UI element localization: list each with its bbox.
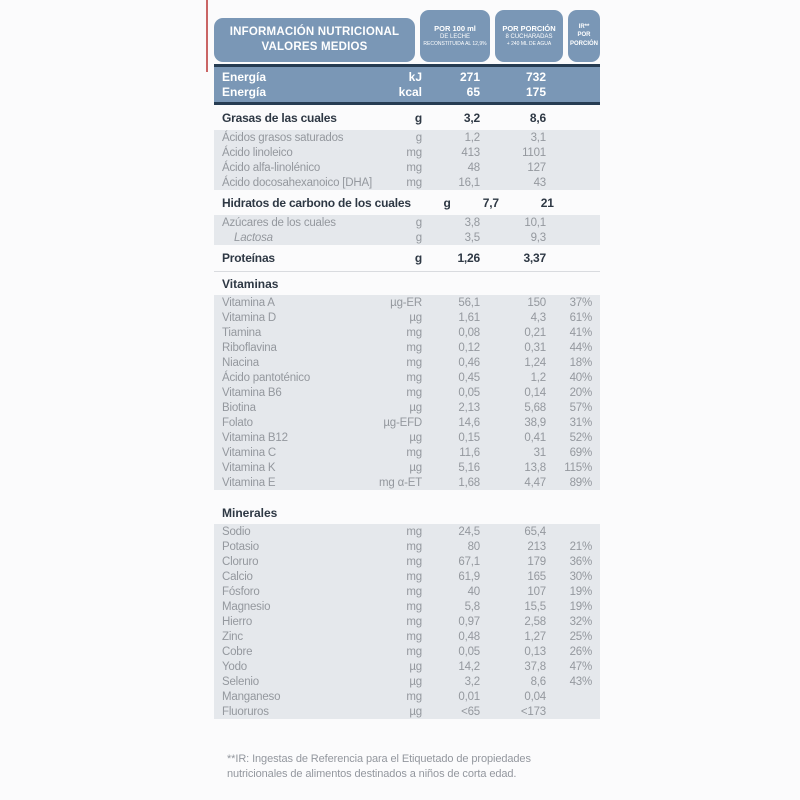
ir-percent-cell: 18% xyxy=(569,356,592,369)
nutrient-name: Yodo xyxy=(222,660,248,673)
per-portion-cell: 4,47 xyxy=(524,476,546,489)
per-100ml-cell: 0,01 xyxy=(458,690,480,703)
per-portion-cell: 4,3 xyxy=(530,311,546,324)
nutrient-name: Ácido pantoténico xyxy=(222,371,311,384)
nutrient-name: Energía xyxy=(222,69,267,84)
table-row xyxy=(214,599,600,614)
table-row xyxy=(214,175,600,190)
table-row xyxy=(214,160,600,175)
per-portion-cell: 179 xyxy=(527,555,546,568)
nutrient-name: Proteínas xyxy=(222,250,275,265)
nutrition-table xyxy=(214,10,600,719)
header-per-100ml-box xyxy=(420,10,490,62)
per-100ml-line3: RECONSTITUIDA AL 12,9% xyxy=(423,41,487,48)
unit-cell: mg xyxy=(406,600,422,613)
table-row xyxy=(214,554,600,569)
per-100ml-cell: 0,05 xyxy=(458,386,480,399)
ir-percent-cell: 44% xyxy=(569,341,592,354)
table-row xyxy=(214,400,600,415)
nutrient-name: Potasio xyxy=(222,540,259,553)
unit-cell: mg xyxy=(406,570,422,583)
ir-percent-cell: 19% xyxy=(569,585,592,598)
unit-cell: mg xyxy=(406,555,422,568)
per-portion-cell: 3,1 xyxy=(530,131,546,144)
per-portion-cell: 31 xyxy=(533,446,546,459)
table-row xyxy=(214,614,600,629)
nutrient-name: Ácidos grasos saturados xyxy=(222,131,344,144)
unit-cell: mg xyxy=(406,386,422,399)
nutrient-name: Zinc xyxy=(222,630,243,643)
footnote xyxy=(227,752,597,783)
table-row xyxy=(214,385,600,400)
unit-cell: mg xyxy=(406,161,422,174)
nutrient-name: Vitamina C xyxy=(222,446,277,459)
unit-cell: µg xyxy=(409,431,422,444)
per-portion-cell: 10,1 xyxy=(524,216,546,229)
unit-cell: g xyxy=(415,131,422,144)
ir-percent-cell: 69% xyxy=(569,446,592,459)
nutrient-name: Vitamina D xyxy=(222,311,277,324)
nutrient-name: Fósforo xyxy=(222,585,260,598)
nutrient-name: Energía xyxy=(222,84,267,99)
unit-cell: µg-EFD xyxy=(383,416,422,429)
unit-cell: mg xyxy=(406,371,422,384)
per-100ml-cell: 61,9 xyxy=(458,570,480,583)
per-100ml-cell: 0,12 xyxy=(458,341,480,354)
per-100ml-cell: 56,1 xyxy=(458,296,480,309)
ir-percent-cell: 26% xyxy=(569,645,592,658)
ir-percent-cell: 37% xyxy=(569,296,592,309)
per-100ml-cell: 3,2 xyxy=(463,110,480,125)
per-100ml-cell: 48 xyxy=(467,161,480,174)
nutrient-name: Niacina xyxy=(222,356,259,369)
per-portion-line3: + 240 ML DE AGUA xyxy=(506,41,552,48)
table-row xyxy=(214,370,600,385)
per-portion-cell: 0,04 xyxy=(524,690,546,703)
table-row xyxy=(214,415,600,430)
ir-percent-cell: 89% xyxy=(569,476,592,489)
nutrient-name: Vitamina E xyxy=(222,476,276,489)
table-row xyxy=(214,460,600,475)
ir-percent-cell: 57% xyxy=(569,401,592,414)
nutrient-name: Calcio xyxy=(222,570,253,583)
unit-cell: µg xyxy=(409,311,422,324)
table-body xyxy=(214,105,600,719)
table-row xyxy=(214,145,600,160)
per-portion-cell: 0,41 xyxy=(524,431,546,444)
nutrient-name: Vitamina K xyxy=(222,461,276,474)
nutrient-name: Lactosa xyxy=(234,231,273,244)
unit-cell: g xyxy=(415,216,422,229)
per-portion-cell: 1,24 xyxy=(524,356,546,369)
per-100ml-cell: 0,48 xyxy=(458,630,480,643)
per-portion-cell: 0,21 xyxy=(524,326,546,339)
table-row xyxy=(214,674,600,689)
per-portion-cell: <173 xyxy=(520,705,546,718)
per-100ml-cell: 3,5 xyxy=(464,231,480,244)
table-row xyxy=(214,69,600,84)
per-portion-cell: 5,68 xyxy=(524,401,546,414)
nutrient-name: Fluoruros xyxy=(222,705,269,718)
per-100ml-cell: 0,05 xyxy=(458,645,480,658)
table-row xyxy=(214,475,600,490)
table-row xyxy=(214,105,600,130)
unit-cell: g xyxy=(414,110,422,125)
per-portion-cell: 8,6 xyxy=(530,675,546,688)
table-row xyxy=(214,704,600,719)
nutrient-name: Vitamina A xyxy=(222,296,275,309)
per-portion-cell: 107 xyxy=(527,585,546,598)
per-portion-line1: POR PORCIÓN xyxy=(502,23,556,33)
nutrient-name: Hidratos de carbono de los cuales xyxy=(222,195,411,210)
section-spacer xyxy=(214,490,600,502)
nutrient-name: Magnesio xyxy=(222,600,271,613)
nutrient-name: Hierro xyxy=(222,615,253,628)
per-100ml-cell: 5,8 xyxy=(464,600,480,613)
per-100ml-cell: 3,8 xyxy=(464,216,480,229)
table-row xyxy=(214,584,600,599)
per-portion-cell: 0,31 xyxy=(524,341,546,354)
per-portion-cell: 0,14 xyxy=(524,386,546,399)
nutrient-name: Grasas de las cuales xyxy=(222,110,337,125)
unit-cell: mg xyxy=(406,615,422,628)
ir-percent-cell: 115% xyxy=(564,461,592,474)
table-row xyxy=(214,445,600,460)
ir-percent-cell: 43% xyxy=(569,675,592,688)
unit-cell: mg xyxy=(406,446,422,459)
ir-percent-cell: 21% xyxy=(569,540,592,553)
per-100ml-cell: 40 xyxy=(467,585,480,598)
nutrient-name: Cloruro xyxy=(222,555,259,568)
nutrient-name: Ácido linoleico xyxy=(222,146,293,159)
per-100ml-cell: 3,2 xyxy=(464,675,480,688)
ir-percent-cell: 25% xyxy=(569,630,592,643)
unit-cell: mg α-ET xyxy=(379,476,422,489)
ir-percent-cell: 19% xyxy=(569,600,592,613)
table-row xyxy=(214,130,600,145)
per-portion-cell: 9,3 xyxy=(530,231,546,244)
header-title-line2: VALORES MEDIOS xyxy=(261,41,368,53)
per-portion-cell: 175 xyxy=(525,84,546,99)
per-100ml-line2: DE LECHE xyxy=(439,33,470,40)
ir-percent-cell: 20% xyxy=(569,386,592,399)
header-title-line1: INFORMACIÓN NUTRICIONAL xyxy=(229,26,400,39)
per-100ml-cell: 1,2 xyxy=(464,131,480,144)
table-row xyxy=(214,355,600,370)
per-100ml-cell: 5,16 xyxy=(458,461,480,474)
ir-percent-cell: 40% xyxy=(569,371,592,384)
unit-cell: mg xyxy=(406,326,422,339)
per-100ml-cell: 16,1 xyxy=(458,176,480,189)
table-row xyxy=(214,539,600,554)
per-100ml-cell: 1,68 xyxy=(458,476,480,489)
table-row xyxy=(214,325,600,340)
nutrient-name: Folato xyxy=(222,416,253,429)
per-portion-cell: 37,8 xyxy=(524,660,546,673)
table-row xyxy=(214,215,600,230)
per-portion-cell: 3,37 xyxy=(523,250,546,265)
per-100ml-cell: 67,1 xyxy=(458,555,480,568)
per-100ml-cell: 2,13 xyxy=(458,401,480,414)
per-100ml-cell: 0,08 xyxy=(458,326,480,339)
unit-cell: µg xyxy=(409,675,422,688)
per-100ml-cell: 0,45 xyxy=(458,371,480,384)
footnote-line1: **IR: Ingestas de Referencia para el Etiquetado de propiedades xyxy=(227,753,531,765)
unit-cell: mg xyxy=(406,525,422,538)
packaging-edge-line xyxy=(206,0,208,72)
table-row xyxy=(214,569,600,584)
unit-cell: µg xyxy=(409,401,422,414)
nutrient-name: Sodio xyxy=(222,525,251,538)
per-portion-cell: 165 xyxy=(527,570,546,583)
nutrient-name: Ácido docosahexanoico [DHA] xyxy=(222,176,372,189)
section-heading-row xyxy=(214,502,600,524)
per-portion-cell: 43 xyxy=(533,176,546,189)
nutrient-name: Cobre xyxy=(222,645,253,658)
unit-cell: mg xyxy=(406,630,422,643)
ir-percent-cell: 32% xyxy=(569,615,592,628)
header-ir-box xyxy=(568,10,600,62)
unit-cell: mg xyxy=(406,341,422,354)
nutrient-name: Vitamina B12 xyxy=(222,431,288,444)
unit-cell: µg xyxy=(409,705,422,718)
per-portion-cell: 65,4 xyxy=(524,525,546,538)
unit-cell: kJ xyxy=(408,69,422,84)
energy-band xyxy=(214,67,600,102)
table-row xyxy=(214,689,600,704)
unit-cell: mg xyxy=(406,146,422,159)
nutrient-name: Ácido alfa-linolénico xyxy=(222,161,321,174)
per-100ml-cell: 24,5 xyxy=(458,525,480,538)
per-100ml-cell: 0,15 xyxy=(458,431,480,444)
unit-cell: mg xyxy=(406,176,422,189)
per-100ml-cell: 271 xyxy=(459,69,480,84)
table-row xyxy=(214,295,600,310)
unit-cell: g xyxy=(414,250,422,265)
ir-line3: PORCIÓN xyxy=(570,40,599,47)
unit-cell: g xyxy=(415,231,422,244)
unit-cell: µg xyxy=(409,461,422,474)
ir-percent-cell: 41% xyxy=(569,326,592,339)
nutrient-name: Biotina xyxy=(222,401,256,414)
ir-percent-cell: 47% xyxy=(569,660,592,673)
nutrient-name: Minerales xyxy=(222,506,278,520)
section-heading-row xyxy=(214,273,600,295)
nutrient-name: Vitamina B6 xyxy=(222,386,282,399)
nutrient-name: Vitaminas xyxy=(222,277,279,291)
per-100ml-cell: 14,2 xyxy=(458,660,480,673)
table-row xyxy=(214,230,600,245)
header-title-box xyxy=(214,18,415,62)
unit-cell: µg-ER xyxy=(390,296,422,309)
unit-cell: mg xyxy=(406,690,422,703)
per-portion-line2: 8 CUCHARADAS xyxy=(505,33,553,40)
table-row xyxy=(214,245,600,270)
table-row xyxy=(214,190,600,215)
ir-line2: POR xyxy=(577,31,591,38)
footnote-line2: nutricionales de alimentos destinados a niños de corta edad. xyxy=(227,768,517,781)
divider-hairline xyxy=(214,271,600,272)
per-100ml-cell: 7,7 xyxy=(482,195,499,210)
per-portion-cell: 1,2 xyxy=(530,371,546,384)
table-row xyxy=(214,629,600,644)
unit-cell: µg xyxy=(409,660,422,673)
nutrient-name: Azúcares de los cuales xyxy=(222,216,336,229)
table-row xyxy=(214,340,600,355)
nutrient-name: Manganeso xyxy=(222,690,281,703)
per-100ml-cell: 11,6 xyxy=(459,446,480,459)
ir-percent-cell: 36% xyxy=(569,555,592,568)
unit-cell: mg xyxy=(406,645,422,658)
per-100ml-cell: 0,97 xyxy=(458,615,480,628)
per-100ml-cell: 80 xyxy=(467,540,480,553)
table-row xyxy=(214,659,600,674)
per-100ml-cell: 1,26 xyxy=(457,250,480,265)
table-row xyxy=(214,310,600,325)
per-portion-cell: 127 xyxy=(527,161,546,174)
per-portion-cell: 2,58 xyxy=(524,615,546,628)
per-100ml-line1: POR 100 ml xyxy=(434,23,476,33)
per-portion-cell: 8,6 xyxy=(529,110,546,125)
per-portion-cell: 150 xyxy=(527,296,546,309)
ir-line1: IR** xyxy=(578,24,590,31)
per-portion-cell: 1101 xyxy=(522,146,546,159)
table-row xyxy=(214,524,600,539)
per-100ml-cell: 65 xyxy=(466,84,480,99)
nutrient-name: Selenio xyxy=(222,675,259,688)
per-portion-cell: 0,13 xyxy=(524,645,546,658)
header-per-portion-box xyxy=(495,10,563,62)
per-100ml-cell: 14,6 xyxy=(458,416,480,429)
per-portion-cell: 13,8 xyxy=(524,461,546,474)
per-portion-cell: 21 xyxy=(540,195,554,210)
nutrient-name: Tiamina xyxy=(222,326,262,339)
per-portion-cell: 15,5 xyxy=(524,600,546,613)
ir-percent-cell: 52% xyxy=(569,431,592,444)
per-portion-cell: 213 xyxy=(527,540,546,553)
unit-cell: mg xyxy=(406,356,422,369)
ir-percent-cell: 30% xyxy=(569,570,592,583)
unit-cell: mg xyxy=(406,540,422,553)
ir-percent-cell: 31% xyxy=(569,416,592,429)
per-portion-cell: 1,27 xyxy=(524,630,546,643)
per-100ml-cell: 0,46 xyxy=(458,356,480,369)
per-100ml-cell: <65 xyxy=(461,705,480,718)
ir-percent-cell: 61% xyxy=(569,311,592,324)
table-row xyxy=(214,430,600,445)
per-100ml-cell: 1,61 xyxy=(458,311,480,324)
table-row xyxy=(214,644,600,659)
per-100ml-cell: 413 xyxy=(461,146,480,159)
unit-cell: g xyxy=(443,195,451,210)
table-row xyxy=(214,84,600,99)
nutrient-name: Riboflavina xyxy=(222,341,277,354)
unit-cell: kcal xyxy=(398,84,422,99)
per-portion-cell: 732 xyxy=(525,69,546,84)
table-header xyxy=(214,10,600,62)
unit-cell: mg xyxy=(406,585,422,598)
per-portion-cell: 38,9 xyxy=(524,416,546,429)
